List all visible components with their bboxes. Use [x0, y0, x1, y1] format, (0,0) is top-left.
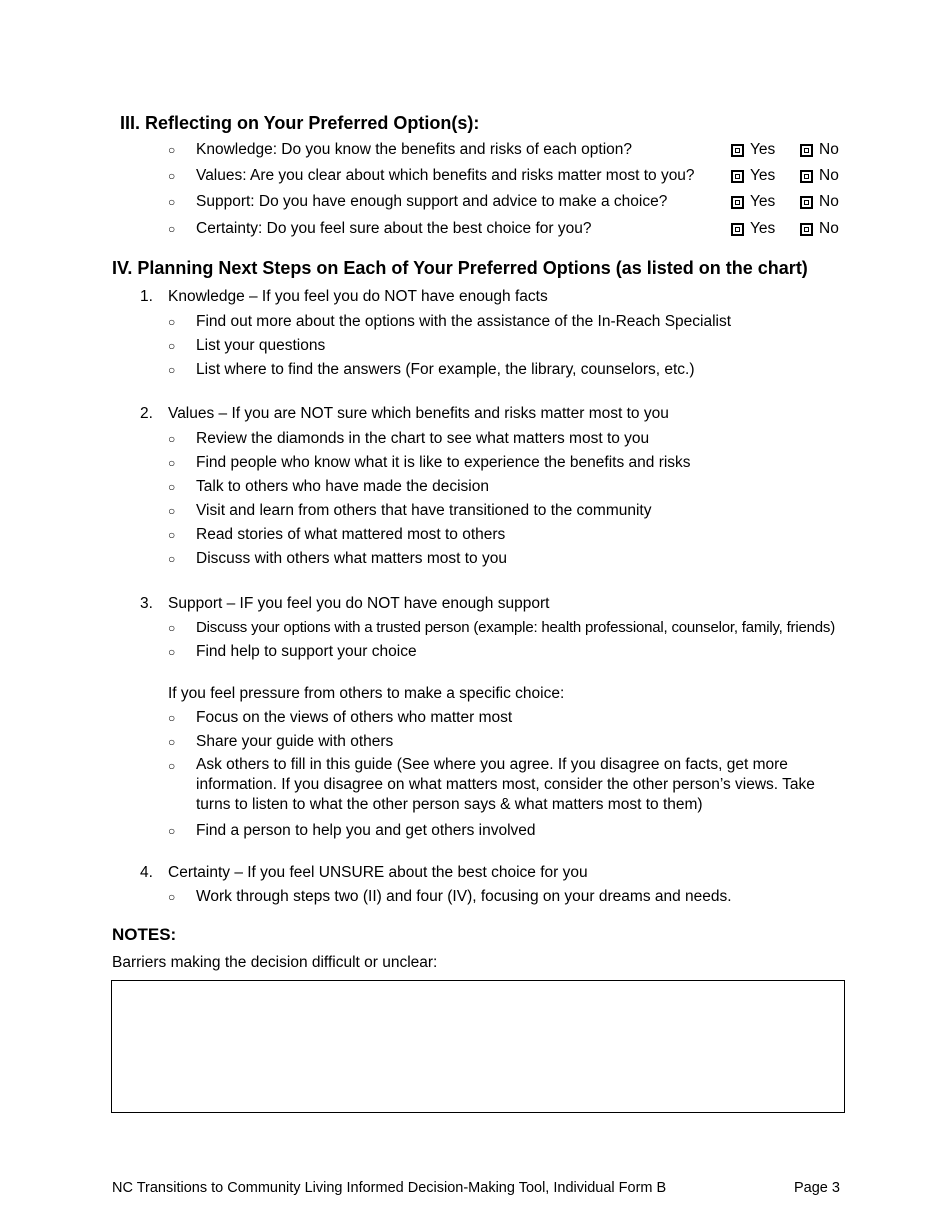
notes-textbox[interactable] — [111, 980, 845, 1113]
no-checkbox[interactable] — [800, 220, 839, 239]
bullet-glyph: ○ — [168, 143, 176, 157]
list-item: Read stories of what mattered most to others — [196, 526, 506, 543]
list-item: Discuss your options with a trusted person (example: health professional, counselor, family, friends) — [196, 619, 836, 636]
section-4-heading: IV. Planning Next Steps on Each of Your Preferred Options (as listed on the chart) — [112, 258, 808, 278]
item-title-support: Support – IF you feel you do NOT have enough support — [168, 595, 550, 612]
bullet-glyph: ○ — [168, 528, 176, 542]
list-item: List your questions — [196, 337, 326, 354]
bullet-glyph: ○ — [168, 711, 176, 725]
item-number: 3. — [140, 595, 153, 612]
bullet-glyph: ○ — [168, 195, 176, 209]
checkbox-icon — [731, 223, 744, 236]
bullet-glyph: ○ — [168, 621, 176, 635]
bullet-glyph: ○ — [168, 363, 176, 377]
notes-label: Barriers making the decision difficult or unclear: — [112, 954, 438, 971]
list-item: Review the diamonds in the chart to see what matters most to you — [196, 430, 650, 447]
question-text: Values: Are you clear about which benefits and risks matter most to you? — [196, 167, 695, 184]
bullet-glyph: ○ — [168, 735, 176, 749]
bullet-glyph: ○ — [168, 169, 176, 183]
yes-checkbox[interactable] — [731, 167, 775, 186]
no-checkbox[interactable] — [800, 141, 839, 160]
item-number: 2. — [140, 405, 153, 422]
list-item: Work through steps two (II) and four (IV), focusing on your dreams and needs. — [196, 888, 732, 905]
yes-label: Yes — [750, 193, 776, 210]
bullet-glyph: ○ — [168, 890, 176, 904]
page-number: Page 3 — [794, 1180, 840, 1196]
item-number: 4. — [140, 864, 153, 881]
yes-checkbox[interactable] — [731, 193, 775, 212]
item-title-values: Values – If you are NOT sure which benefits and risks matter most to you — [168, 405, 669, 422]
list-item: Focus on the views of others who matter most — [196, 709, 513, 726]
checkbox-icon — [800, 196, 813, 209]
list-item: Share your guide with others — [196, 733, 394, 750]
checkbox-icon — [800, 144, 813, 157]
item-title-certainty: Certainty – If you feel UNSURE about the best choice for you — [168, 864, 588, 881]
list-item: Find a person to help you and get others involved — [196, 822, 536, 839]
no-label: No — [819, 220, 839, 237]
item-title-knowledge: Knowledge – If you feel you do NOT have enough facts — [168, 288, 548, 305]
yes-label: Yes — [750, 220, 776, 237]
pressure-subheading: If you feel pressure from others to make a specific choice: — [168, 685, 565, 702]
question-text: Support: Do you have enough support and advice to make a choice? — [196, 193, 668, 210]
bullet-glyph: ○ — [168, 552, 176, 566]
checkbox-icon — [800, 223, 813, 236]
question-text: Knowledge: Do you know the benefits and risks of each option? — [196, 141, 632, 158]
list-item: Find people who know what it is like to experience the benefits and risks — [196, 454, 691, 471]
footer-title: NC Transitions to Community Living Informed Decision-Making Tool, Individual Form B — [112, 1180, 667, 1196]
yes-checkbox[interactable] — [731, 141, 775, 160]
no-label: No — [819, 167, 839, 184]
list-item: List where to find the answers (For example, the library, counselors, etc.) — [196, 361, 695, 378]
no-label: No — [819, 193, 839, 210]
bullet-glyph: ○ — [168, 456, 176, 470]
no-label: No — [819, 141, 839, 158]
item-number: 1. — [140, 288, 153, 305]
bullet-glyph: ○ — [168, 222, 176, 236]
section-3-heading: III. Reflecting on Your Preferred Option(s): — [120, 113, 480, 133]
no-checkbox[interactable] — [800, 167, 839, 186]
question-text: Certainty: Do you feel sure about the best choice for you? — [196, 220, 592, 237]
yes-label: Yes — [750, 167, 776, 184]
list-item: Talk to others who have made the decision — [196, 478, 489, 495]
bullet-glyph: ○ — [168, 315, 176, 329]
checkbox-icon — [731, 144, 744, 157]
yes-checkbox[interactable] — [731, 220, 775, 239]
bullet-glyph: ○ — [168, 504, 176, 518]
list-item: Discuss with others what matters most to you — [196, 550, 507, 567]
checkbox-icon — [731, 196, 744, 209]
bullet-glyph: ○ — [168, 759, 176, 773]
list-item: Visit and learn from others that have transitioned to the community — [196, 502, 652, 519]
bullet-glyph: ○ — [168, 480, 176, 494]
yes-label: Yes — [750, 141, 776, 158]
notes-heading: NOTES: — [112, 925, 177, 944]
no-checkbox[interactable] — [800, 193, 839, 212]
bullet-glyph: ○ — [168, 645, 176, 659]
checkbox-icon — [731, 170, 744, 183]
checkbox-icon — [800, 170, 813, 183]
bullet-glyph: ○ — [168, 432, 176, 446]
list-item: Find help to support your choice — [196, 643, 417, 660]
list-item: Find out more about the options with the assistance of the In-Reach Specialist — [196, 313, 732, 330]
bullet-glyph: ○ — [168, 339, 176, 353]
bullet-glyph: ○ — [168, 824, 176, 838]
list-item: Ask others to fill in this guide (See where you agree. If you disagree on facts, get more information. If you disagree on what matters most, consider the other person’s views. Take turns to listen to what the other person says & what matters most to them) — [196, 756, 815, 813]
